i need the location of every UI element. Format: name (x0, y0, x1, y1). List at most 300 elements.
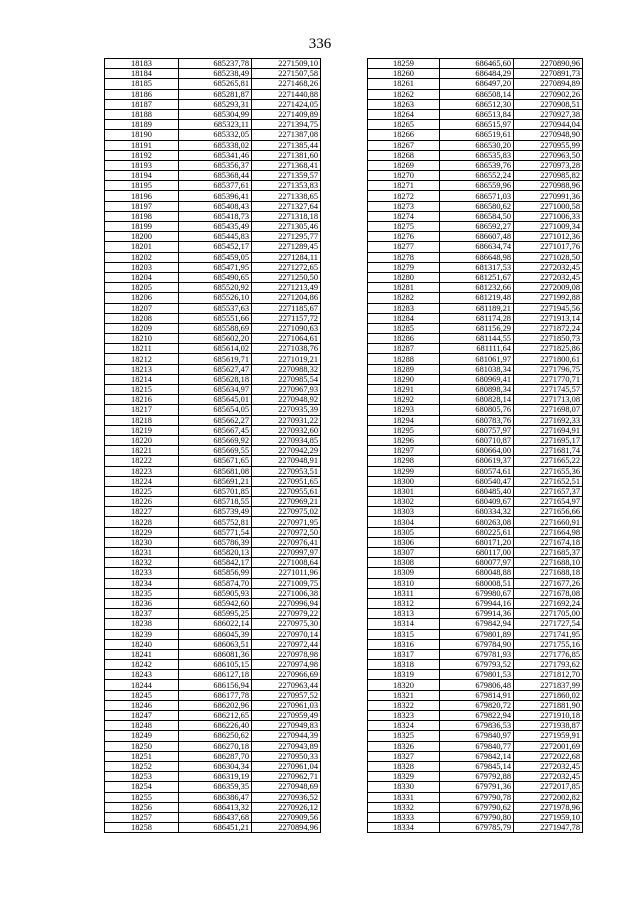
x-coordinate-cell: 685786,39 (179, 537, 252, 547)
table-row (105, 354, 321, 364)
table-row (105, 741, 321, 751)
table-row (105, 69, 321, 79)
x-coordinate-cell: 681317,53 (440, 262, 514, 272)
point-number-cell: 18256 (105, 802, 179, 812)
table-row (105, 191, 321, 201)
y-coordinate-cell: 2272032,45 (514, 262, 583, 272)
x-coordinate-cell: 686451,21 (179, 823, 252, 833)
table-row (105, 181, 321, 191)
table-row (105, 303, 321, 313)
table-row (368, 435, 583, 445)
x-coordinate-cell: 685602,20 (179, 334, 252, 344)
y-coordinate-cell: 2270953,51 (252, 466, 321, 476)
x-coordinate-cell: 685874,70 (179, 578, 252, 588)
x-coordinate-cell: 680757,97 (440, 425, 514, 435)
point-number-cell: 18205 (105, 283, 179, 293)
table-row (105, 792, 321, 802)
table-row (368, 812, 583, 822)
table-row (105, 568, 321, 578)
y-coordinate-cell: 2270978,98 (252, 649, 321, 659)
point-number-cell: 18240 (105, 639, 179, 649)
table-row (368, 201, 583, 211)
y-coordinate-cell: 2272002,82 (514, 792, 583, 802)
point-number-cell: 18190 (105, 130, 179, 140)
x-coordinate-cell: 686484,29 (440, 69, 514, 79)
table-row (105, 588, 321, 598)
x-coordinate-cell: 680334,32 (440, 507, 514, 517)
x-coordinate-cell: 685627,47 (179, 364, 252, 374)
table-row (105, 497, 321, 507)
table-row (368, 59, 583, 69)
point-number-cell: 18332 (368, 802, 440, 812)
x-coordinate-cell: 686497,20 (440, 79, 514, 89)
y-coordinate-cell: 2272017,85 (514, 782, 583, 792)
x-coordinate-cell: 686250,62 (179, 731, 252, 741)
table-row (368, 405, 583, 415)
point-number-cell: 18202 (105, 252, 179, 262)
x-coordinate-cell: 686648,98 (440, 252, 514, 262)
page-number: 336 (308, 36, 332, 52)
point-number-cell: 18300 (368, 476, 440, 486)
point-number-cell: 18329 (368, 772, 440, 782)
table-row (368, 160, 583, 170)
x-coordinate-cell: 686437,68 (179, 812, 252, 822)
y-coordinate-cell: 2270931,22 (252, 415, 321, 425)
x-coordinate-cell: 680225,61 (440, 527, 514, 537)
point-number-cell: 18310 (368, 578, 440, 588)
x-coordinate-cell: 686607,48 (440, 232, 514, 242)
y-coordinate-cell: 2272032,45 (514, 272, 583, 282)
table-row (105, 823, 321, 833)
point-number-cell: 18246 (105, 700, 179, 710)
table-row (105, 211, 321, 221)
y-coordinate-cell: 2270948,91 (252, 456, 321, 466)
x-coordinate-cell: 685820,13 (179, 548, 252, 558)
table-row (368, 323, 583, 333)
point-number-cell: 18298 (368, 456, 440, 466)
y-coordinate-cell: 2271793,62 (514, 660, 583, 670)
x-coordinate-cell: 686584,50 (440, 211, 514, 221)
point-number-cell: 18296 (368, 435, 440, 445)
x-coordinate-cell: 680077,97 (440, 558, 514, 568)
point-number-cell: 18278 (368, 252, 440, 262)
table-row (368, 568, 583, 578)
table-row (105, 711, 321, 721)
x-coordinate-cell: 679781,93 (440, 649, 514, 659)
y-coordinate-cell: 2271713,08 (514, 395, 583, 405)
point-number-cell: 18268 (368, 150, 440, 160)
table-row (368, 425, 583, 435)
x-coordinate-cell: 686512,30 (440, 99, 514, 109)
point-number-cell: 18191 (105, 140, 179, 150)
table-row (105, 721, 321, 731)
y-coordinate-cell: 2270966,69 (252, 670, 321, 680)
table-row (368, 140, 583, 150)
table-row (105, 486, 321, 496)
y-coordinate-cell: 2271064,61 (252, 334, 321, 344)
point-number-cell: 18309 (368, 568, 440, 578)
point-number-cell: 18333 (368, 812, 440, 822)
x-coordinate-cell: 686571,03 (440, 191, 514, 201)
point-number-cell: 18274 (368, 211, 440, 221)
y-coordinate-cell: 2271381,60 (252, 150, 321, 160)
table-row (105, 578, 321, 588)
x-coordinate-cell: 685238,49 (179, 69, 252, 79)
table-row (368, 181, 583, 191)
table-row (105, 670, 321, 680)
x-coordinate-cell: 685459,05 (179, 252, 252, 262)
point-number-cell: 18318 (368, 660, 440, 670)
point-number-cell: 18319 (368, 670, 440, 680)
point-number-cell: 18326 (368, 741, 440, 751)
y-coordinate-cell: 2271654,97 (514, 497, 583, 507)
x-coordinate-cell: 686580,62 (440, 201, 514, 211)
table-row (368, 782, 583, 792)
table-row (368, 211, 583, 221)
point-number-cell: 18290 (368, 374, 440, 384)
y-coordinate-cell: 2270979,22 (252, 609, 321, 619)
point-number-cell: 18260 (368, 69, 440, 79)
y-coordinate-cell: 2270908,51 (514, 99, 583, 109)
table-row (105, 619, 321, 629)
y-coordinate-cell: 2271913,14 (514, 313, 583, 323)
x-coordinate-cell: 680783,76 (440, 415, 514, 425)
table-row (368, 527, 583, 537)
x-coordinate-cell: 679785,79 (440, 823, 514, 833)
table-row (368, 354, 583, 364)
point-number-cell: 18294 (368, 415, 440, 425)
x-coordinate-cell: 679980,67 (440, 588, 514, 598)
table-row (105, 344, 321, 354)
table-row (368, 476, 583, 486)
y-coordinate-cell: 2270963,50 (514, 150, 583, 160)
point-number-cell: 18297 (368, 446, 440, 456)
table-row (368, 639, 583, 649)
point-number-cell: 18227 (105, 507, 179, 517)
point-number-cell: 18198 (105, 211, 179, 221)
table-row (368, 660, 583, 670)
table-row (368, 109, 583, 119)
point-number-cell: 18325 (368, 731, 440, 741)
x-coordinate-cell: 686559,96 (440, 181, 514, 191)
table-row (368, 721, 583, 731)
point-number-cell: 18317 (368, 649, 440, 659)
y-coordinate-cell: 2271698,07 (514, 405, 583, 415)
point-number-cell: 18220 (105, 435, 179, 445)
table-row (368, 711, 583, 721)
point-number-cell: 18272 (368, 191, 440, 201)
x-coordinate-cell: 685681,08 (179, 466, 252, 476)
table-row (368, 191, 583, 201)
table-row (368, 99, 583, 109)
point-number-cell: 18229 (105, 527, 179, 537)
point-number-cell: 18199 (105, 222, 179, 232)
x-coordinate-cell: 679944,16 (440, 598, 514, 608)
point-number-cell: 18183 (105, 59, 179, 69)
y-coordinate-cell: 2270972,44 (252, 639, 321, 649)
table-row (368, 802, 583, 812)
table-row (368, 741, 583, 751)
point-number-cell: 18194 (105, 171, 179, 181)
table-row (368, 272, 583, 282)
y-coordinate-cell: 2270932,60 (252, 425, 321, 435)
y-coordinate-cell: 2272001,69 (514, 741, 583, 751)
x-coordinate-cell: 685338,02 (179, 140, 252, 150)
y-coordinate-cell: 2271692,33 (514, 415, 583, 425)
x-coordinate-cell: 680710,87 (440, 435, 514, 445)
y-coordinate-cell: 2271385,44 (252, 140, 321, 150)
point-number-cell: 18231 (105, 548, 179, 558)
x-coordinate-cell: 686539,76 (440, 160, 514, 170)
table-row (105, 201, 321, 211)
table-row (368, 772, 583, 782)
point-number-cell: 18312 (368, 598, 440, 608)
y-coordinate-cell: 2270927,38 (514, 109, 583, 119)
table-row (368, 670, 583, 680)
table-row (105, 171, 321, 181)
y-coordinate-cell: 2271755,16 (514, 639, 583, 649)
x-coordinate-cell: 686304,34 (179, 761, 252, 771)
table-row (368, 731, 583, 741)
table-row (105, 435, 321, 445)
point-number-cell: 18271 (368, 181, 440, 191)
x-coordinate-cell: 679793,52 (440, 660, 514, 670)
x-coordinate-cell: 685396,41 (179, 191, 252, 201)
y-coordinate-cell: 2271657,37 (514, 486, 583, 496)
point-number-cell: 18222 (105, 456, 179, 466)
table-row (105, 761, 321, 771)
x-coordinate-cell: 679814,91 (440, 690, 514, 700)
point-number-cell: 18243 (105, 670, 179, 680)
y-coordinate-cell: 2271860,02 (514, 690, 583, 700)
point-number-cell: 18313 (368, 609, 440, 619)
table-row (105, 252, 321, 262)
table-row (105, 456, 321, 466)
y-coordinate-cell: 2271019,21 (252, 354, 321, 364)
table-row (368, 364, 583, 374)
y-coordinate-cell: 2271665,22 (514, 456, 583, 466)
x-coordinate-cell: 685752,81 (179, 517, 252, 527)
table-row (105, 476, 321, 486)
y-coordinate-cell: 2271090,63 (252, 323, 321, 333)
point-number-cell: 18223 (105, 466, 179, 476)
x-coordinate-cell: 681189,21 (440, 303, 514, 313)
table-row (105, 700, 321, 710)
x-coordinate-cell: 680574,61 (440, 466, 514, 476)
point-number-cell: 18265 (368, 120, 440, 130)
y-coordinate-cell: 2270948,90 (514, 130, 583, 140)
y-coordinate-cell: 2271850,73 (514, 334, 583, 344)
table-row (368, 385, 583, 395)
table-row (368, 548, 583, 558)
x-coordinate-cell: 685341,46 (179, 150, 252, 160)
x-coordinate-cell: 679790,80 (440, 812, 514, 822)
table-row (105, 160, 321, 170)
point-number-cell: 18311 (368, 588, 440, 598)
point-number-cell: 18270 (368, 171, 440, 181)
x-coordinate-cell: 685771,54 (179, 527, 252, 537)
x-coordinate-cell: 685739,49 (179, 507, 252, 517)
y-coordinate-cell: 2271660,91 (514, 517, 583, 527)
x-coordinate-cell: 685356,37 (179, 160, 252, 170)
y-coordinate-cell: 2271656,66 (514, 507, 583, 517)
y-coordinate-cell: 2271305,46 (252, 222, 321, 232)
x-coordinate-cell: 679784,90 (440, 639, 514, 649)
table-row (368, 222, 583, 232)
point-number-cell: 18235 (105, 588, 179, 598)
table-row (105, 99, 321, 109)
table-row (105, 140, 321, 150)
y-coordinate-cell: 2271012,36 (514, 232, 583, 242)
point-number-cell: 18212 (105, 354, 179, 364)
point-number-cell: 18305 (368, 527, 440, 537)
x-coordinate-cell: 686156,94 (179, 680, 252, 690)
table-row (105, 120, 321, 130)
x-coordinate-cell: 685942,60 (179, 598, 252, 608)
x-coordinate-cell: 680409,67 (440, 497, 514, 507)
y-coordinate-cell: 2271685,37 (514, 548, 583, 558)
table-row (105, 364, 321, 374)
table-row (105, 751, 321, 761)
x-coordinate-cell: 680048,88 (440, 568, 514, 578)
y-coordinate-cell: 2272009,08 (514, 283, 583, 293)
point-number-cell: 18262 (368, 89, 440, 99)
y-coordinate-cell: 2272032,45 (514, 772, 583, 782)
table-row (368, 537, 583, 547)
x-coordinate-cell: 685691,21 (179, 476, 252, 486)
x-coordinate-cell: 681251,67 (440, 272, 514, 282)
y-coordinate-cell: 2270973,28 (514, 160, 583, 170)
y-coordinate-cell: 2271017,76 (514, 242, 583, 252)
table-row (105, 415, 321, 425)
x-coordinate-cell: 679790,78 (440, 792, 514, 802)
x-coordinate-cell: 680485,40 (440, 486, 514, 496)
y-coordinate-cell: 2271368,41 (252, 160, 321, 170)
y-coordinate-cell: 2271009,34 (514, 222, 583, 232)
table-row (105, 150, 321, 160)
table-row (105, 334, 321, 344)
x-coordinate-cell: 686359,35 (179, 782, 252, 792)
y-coordinate-cell: 2271387,08 (252, 130, 321, 140)
y-coordinate-cell: 2270951,65 (252, 476, 321, 486)
x-coordinate-cell: 685293,31 (179, 99, 252, 109)
table-row (368, 150, 583, 160)
y-coordinate-cell: 2271318,18 (252, 211, 321, 221)
table-row (368, 334, 583, 344)
point-number-cell: 18188 (105, 109, 179, 119)
x-coordinate-cell: 686202,96 (179, 700, 252, 710)
x-coordinate-cell: 681174,28 (440, 313, 514, 323)
x-coordinate-cell: 686519,61 (440, 130, 514, 140)
y-coordinate-cell: 2270962,71 (252, 772, 321, 782)
y-coordinate-cell: 2271825,86 (514, 344, 583, 354)
table-row (368, 823, 583, 833)
point-number-cell: 18314 (368, 619, 440, 629)
table-row (105, 446, 321, 456)
x-coordinate-cell: 679801,89 (440, 629, 514, 639)
y-coordinate-cell: 2270944,04 (514, 120, 583, 130)
x-coordinate-cell: 686634,74 (440, 242, 514, 252)
table-row (105, 130, 321, 140)
point-number-cell: 18281 (368, 283, 440, 293)
table-row (105, 272, 321, 282)
x-coordinate-cell: 681156,29 (440, 323, 514, 333)
x-coordinate-cell: 680969,41 (440, 374, 514, 384)
point-number-cell: 18187 (105, 99, 179, 109)
table-row (368, 252, 583, 262)
table-row (368, 751, 583, 761)
table-row (105, 232, 321, 242)
y-coordinate-cell: 2271006,33 (514, 211, 583, 221)
point-number-cell: 18236 (105, 598, 179, 608)
y-coordinate-cell: 2271945,56 (514, 303, 583, 313)
x-coordinate-cell: 679845,14 (440, 761, 514, 771)
y-coordinate-cell: 2271038,76 (252, 344, 321, 354)
table-row (368, 89, 583, 99)
x-coordinate-cell: 685537,63 (179, 303, 252, 313)
point-number-cell: 18232 (105, 558, 179, 568)
x-coordinate-cell: 686319,19 (179, 772, 252, 782)
table-row (368, 262, 583, 272)
table-row (105, 79, 321, 89)
x-coordinate-cell: 679790,62 (440, 802, 514, 812)
x-coordinate-cell: 686592,27 (440, 222, 514, 232)
x-coordinate-cell: 685671,65 (179, 456, 252, 466)
x-coordinate-cell: 685654,05 (179, 405, 252, 415)
x-coordinate-cell: 680664,00 (440, 446, 514, 456)
x-coordinate-cell: 685628,18 (179, 374, 252, 384)
point-number-cell: 18334 (368, 823, 440, 833)
x-coordinate-cell: 679914,36 (440, 609, 514, 619)
table-row (105, 395, 321, 405)
y-coordinate-cell: 2272032,45 (514, 761, 583, 771)
table-row (368, 242, 583, 252)
table-row (368, 344, 583, 354)
point-number-cell: 18316 (368, 639, 440, 649)
x-coordinate-cell: 679840,77 (440, 741, 514, 751)
x-coordinate-cell: 686105,15 (179, 660, 252, 670)
y-coordinate-cell: 2271674,18 (514, 537, 583, 547)
y-coordinate-cell: 2271688,10 (514, 558, 583, 568)
x-coordinate-cell: 679791,36 (440, 782, 514, 792)
point-number-cell: 18288 (368, 354, 440, 364)
x-coordinate-cell: 679842,14 (440, 751, 514, 761)
x-coordinate-cell: 685332,05 (179, 130, 252, 140)
table-row (368, 171, 583, 181)
y-coordinate-cell: 2270949,83 (252, 721, 321, 731)
y-coordinate-cell: 2271992,88 (514, 293, 583, 303)
x-coordinate-cell: 685662,27 (179, 415, 252, 425)
x-coordinate-cell: 681232,66 (440, 283, 514, 293)
point-number-cell: 18206 (105, 293, 179, 303)
x-coordinate-cell: 685905,93 (179, 588, 252, 598)
y-coordinate-cell: 2271424,05 (252, 99, 321, 109)
y-coordinate-cell: 2271796,75 (514, 364, 583, 374)
x-coordinate-cell: 681061,97 (440, 354, 514, 364)
y-coordinate-cell: 2271295,77 (252, 232, 321, 242)
y-coordinate-cell: 2271776,85 (514, 649, 583, 659)
y-coordinate-cell: 2271353,83 (252, 181, 321, 191)
y-coordinate-cell: 2270935,39 (252, 405, 321, 415)
x-coordinate-cell: 681144,55 (440, 334, 514, 344)
point-number-cell: 18306 (368, 537, 440, 547)
point-number-cell: 18237 (105, 609, 179, 619)
point-number-cell: 18186 (105, 89, 179, 99)
table-row (105, 598, 321, 608)
point-number-cell: 18328 (368, 761, 440, 771)
table-row (105, 222, 321, 232)
x-coordinate-cell: 680171,20 (440, 537, 514, 547)
